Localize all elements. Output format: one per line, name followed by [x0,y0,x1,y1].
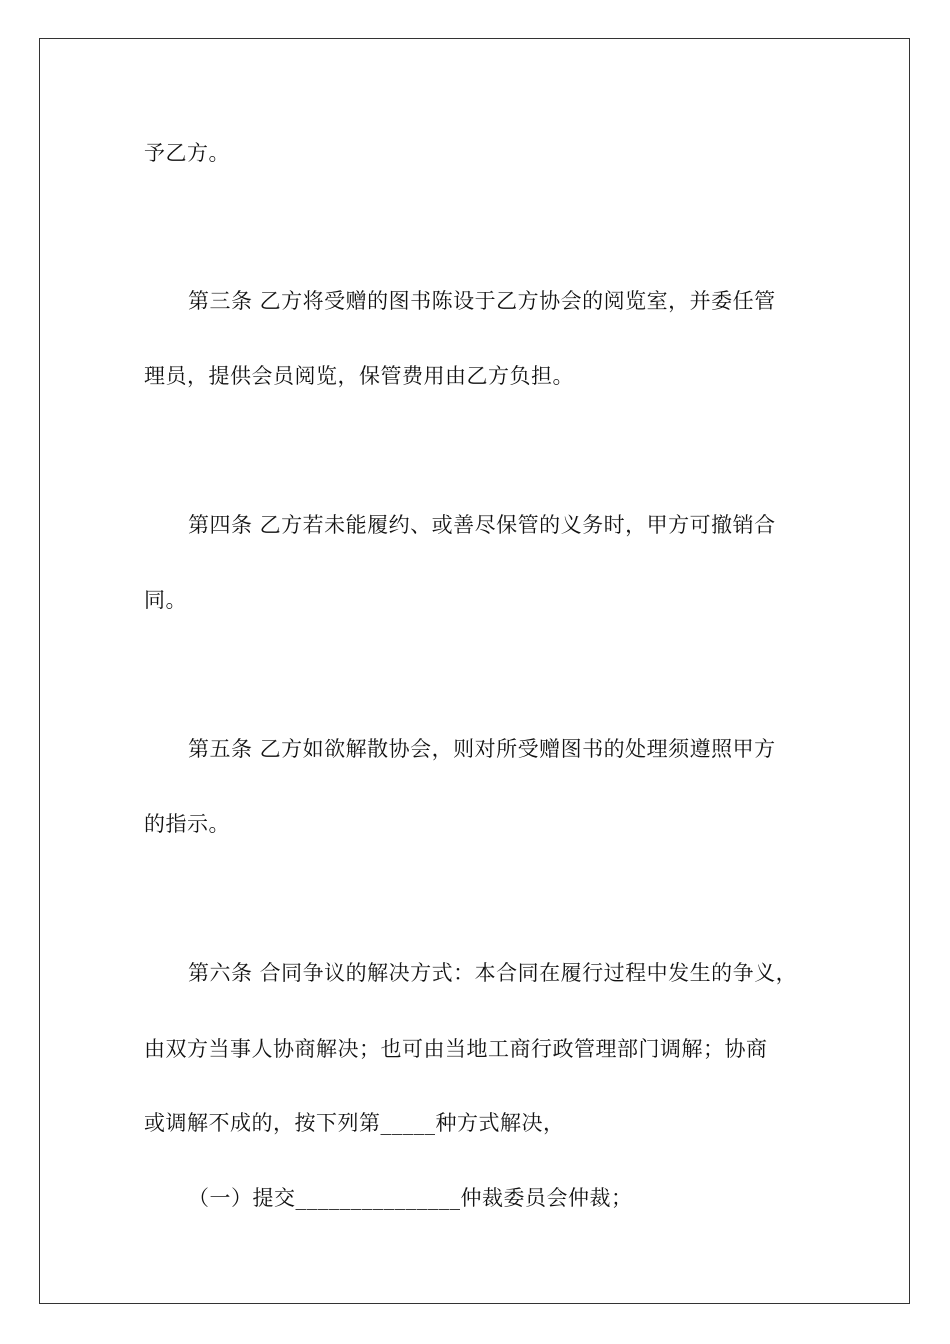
article-4-line-1: 第四条 乙方若未能履约、或善尽保管的义务时，甲方可撤销合 [188,513,776,537]
article-3-line-1: 第三条 乙方将受赠的图书陈设于乙方协会的阅览室，并委任管 [188,289,776,313]
article-3-line-2: 理员，提供会员阅览，保管费用由乙方负担。 [144,364,574,388]
article-6-line-2: 由双方当事人协商解决；也可由当地工商行政管理部门调解；协商 [144,1037,768,1061]
article-6-line-1: 第六条 合同争议的解决方式：本合同在履行过程中发生的争义， [188,961,798,985]
article-4-line-2: 同。 [144,588,187,612]
article-5-line-2: 的指示。 [144,812,230,836]
article-6-line-3: 或调解不成的，按下列第_____种方式解决， [144,1111,565,1135]
paragraph-line: 予乙方。 [144,141,230,165]
article-5-line-1: 第五条 乙方如欲解散协会，则对所受赠图书的处理须遵照甲方 [188,737,776,761]
option-1-line: （一）提交_______________仲裁委员会仲裁； [188,1186,633,1210]
